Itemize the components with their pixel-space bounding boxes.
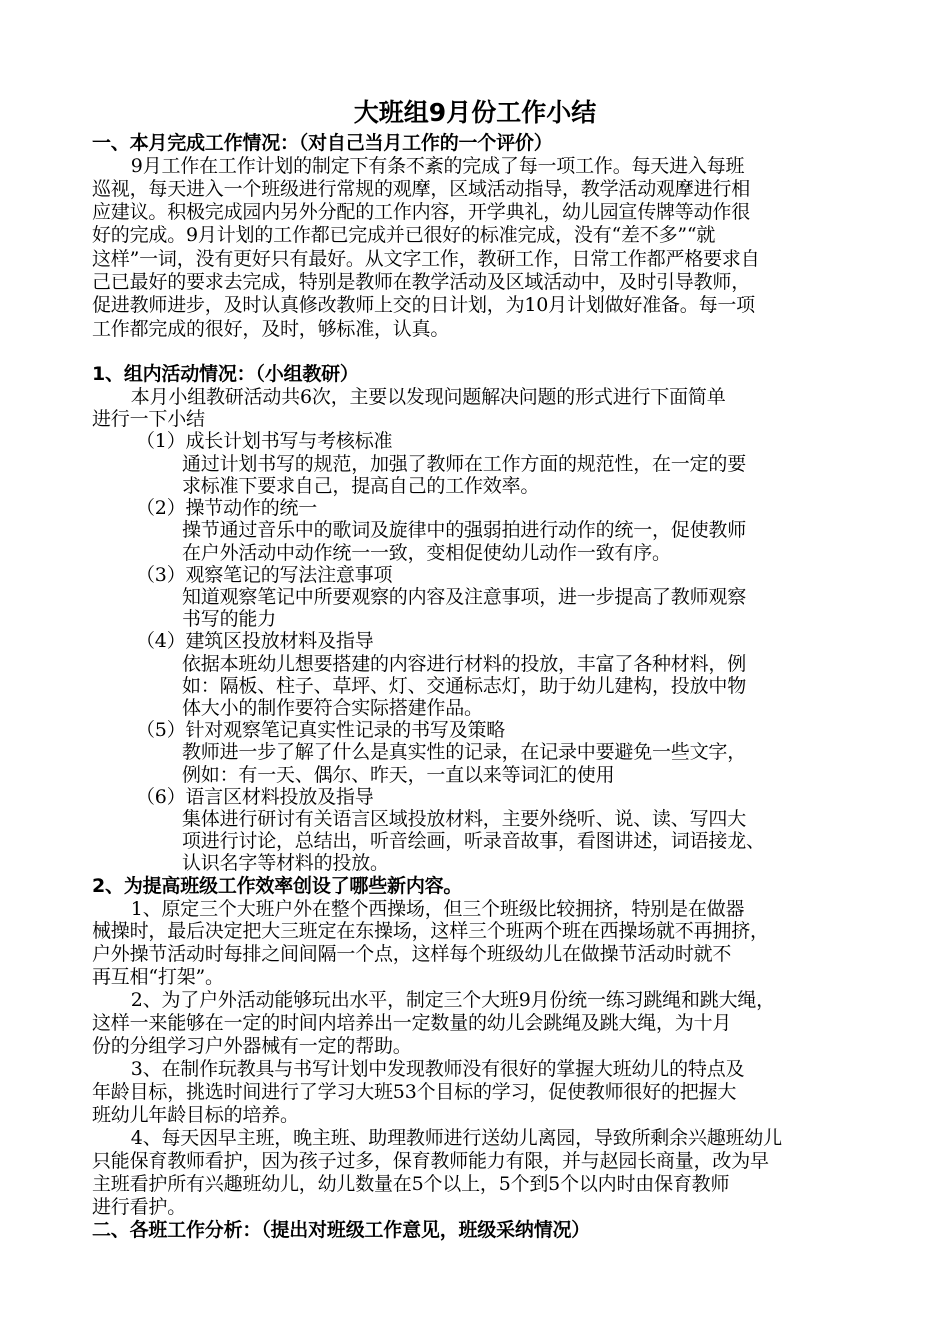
section-heading: 1、组内活动情况：（小组教研）	[92, 363, 359, 385]
paragraph-line: 只能保育教师看护，因为孩子过多，保育教师能力有限，并与赵园长商量，改为早	[92, 1150, 769, 1172]
paragraph-line: 1、原定三个大班户外在整个西操场，但三个班级比较拥挤，特别是在做器	[112, 898, 745, 920]
list-item-body: 集体进行研讨有关语言区域投放材料，主要外绕听、说、读、写四大	[182, 808, 747, 830]
list-item-body: 知道观察笔记中所要观察的内容及注意事项，进一步提高了教师观察	[182, 586, 747, 608]
paragraph-line: 再互相“打架”。	[92, 966, 224, 988]
paragraph-line: 工作都完成的很好，及时，够标准，认真。	[92, 318, 450, 340]
paragraph-line: 巡视，每天进入一个班级进行常规的观摩，区域活动指导，教学活动观摩进行相	[92, 178, 751, 200]
page-title: 大班组9月份工作小结	[353, 98, 597, 127]
list-item-title: （6）语言区材料投放及指导	[136, 786, 374, 808]
paragraph-line: 这样”一词，没有更好只有最好。从文字工作，教研工作，日常工作都严格要求自	[92, 248, 760, 270]
section-heading: 2、为提高班级工作效率创设了哪些新内容。	[92, 875, 463, 897]
list-item-title: （2）操节动作的统一	[136, 497, 318, 519]
paragraph-line: 进行看护。	[92, 1196, 187, 1218]
paragraph-line: 应建议。积极完成园内另外分配的工作内容，开学典礼，幼儿园宣传牌等动作很	[92, 201, 751, 223]
paragraph-line: 班幼儿年龄目标的培养。	[92, 1104, 299, 1126]
paragraph-line: 进行一下小结	[92, 408, 205, 430]
list-item-body: 项进行讨论，总结出，听音绘画，听录音故事，看图讲述，词语接龙、	[182, 830, 765, 852]
list-item-body: 例如：有一天、偶尔、昨天，一直以来等词汇的使用	[182, 764, 615, 786]
list-item-body: 求标准下要求自己，提高自己的工作效率。	[182, 475, 540, 497]
list-item-body: 通过计划书写的规范，加强了教师在工作方面的规范性，在一定的要	[182, 453, 747, 475]
paragraph-line: 3、在制作玩教具与书写计划中发现教师没有很好的掌握大班幼儿的特点及	[112, 1058, 745, 1080]
list-item-title: （4）建筑区投放材料及指导	[136, 630, 374, 652]
paragraph-line: 户外操节活动时每排之间间隔一个点，这样每个班级幼儿在做操节活动时就不	[92, 943, 732, 965]
list-item-body: 教师进一步了解了什么是真实性的记录，在记录中要避免一些文字，	[182, 741, 747, 763]
paragraph-line: 9月工作在工作计划的制定下有条不紊的完成了每一项工作。每天进入每班	[112, 155, 745, 177]
list-item-body: 认识名字等材料的投放。	[182, 852, 389, 874]
paragraph-line: 主班看护所有兴趣班幼儿，幼儿数量在5个以上，5个到5个以内时由保育教师	[92, 1173, 730, 1195]
section-heading: 二、各班工作分析：（提出对班级工作意见，班级采纳情况）	[92, 1219, 591, 1241]
paragraph-line: 械操时，最后决定把大三班定在东操场，这样三个班两个班在西操场就不再拥挤，	[92, 920, 769, 942]
list-item-body: 在户外活动中动作统一一致，变相促使幼儿动作一致有序。	[182, 542, 671, 564]
paragraph-line: 2、为了户外活动能够玩出水平，制定三个大班9月份统一练习跳绳和跳大绳，	[112, 989, 775, 1011]
list-item-body: 如：隔板、柱子、草坪、灯、交通标志灯，助于幼儿建构，投放中物	[182, 675, 747, 697]
paragraph-line: 本月小组教研活动共6次，主要以发现问题解决问题的形式进行下面简单	[112, 386, 726, 408]
paragraph-line: 这样一来能够在一定的时间内培养出一定数量的幼儿会跳绳及跳大绳，为十月	[92, 1012, 732, 1034]
list-item-body: 操节通过音乐中的歌词及旋律中的强弱拍进行动作的统一，促使教师	[182, 519, 747, 541]
list-item-title: （1）成长计划书写与考核标准	[136, 430, 393, 452]
paragraph-line: 己已最好的要求去完成，特别是教师在教学活动及区域活动中，及时引导教师，	[92, 271, 751, 293]
paragraph-line: 好的完成。9月计划的工作都已完成并已很好的标准完成，没有“差不多”“就	[92, 224, 716, 246]
list-item-body: 依据本班幼儿想要搭建的内容进行材料的投放，丰富了各种材料，例	[182, 653, 747, 675]
section-heading: 一、本月完成工作情况：（对自己当月工作的一个评价）	[92, 132, 553, 154]
list-item-body: 体大小的制作要符合实际搭建作品。	[182, 697, 483, 719]
paragraph-line: 4、每天因早主班，晚主班、助理教师进行送幼儿离园，导致所剩余兴趣班幼儿	[112, 1127, 782, 1149]
list-item-title: （3）观察笔记的写法注意事项	[136, 564, 393, 586]
paragraph-line: 份的分组学习户外器械有一定的帮助。	[92, 1035, 412, 1057]
paragraph-line: 年龄目标，挑选时间进行了学习大班53个目标的学习，促使教师很好的把握大	[92, 1081, 737, 1103]
list-item-title: （5）针对观察笔记真实性记录的书写及策略	[136, 719, 506, 741]
paragraph-line: 促进教师进步，及时认真修改教师上交的日计划，为10月计划做好准备。每一项	[92, 294, 755, 316]
list-item-body: 书写的能力	[182, 608, 277, 630]
